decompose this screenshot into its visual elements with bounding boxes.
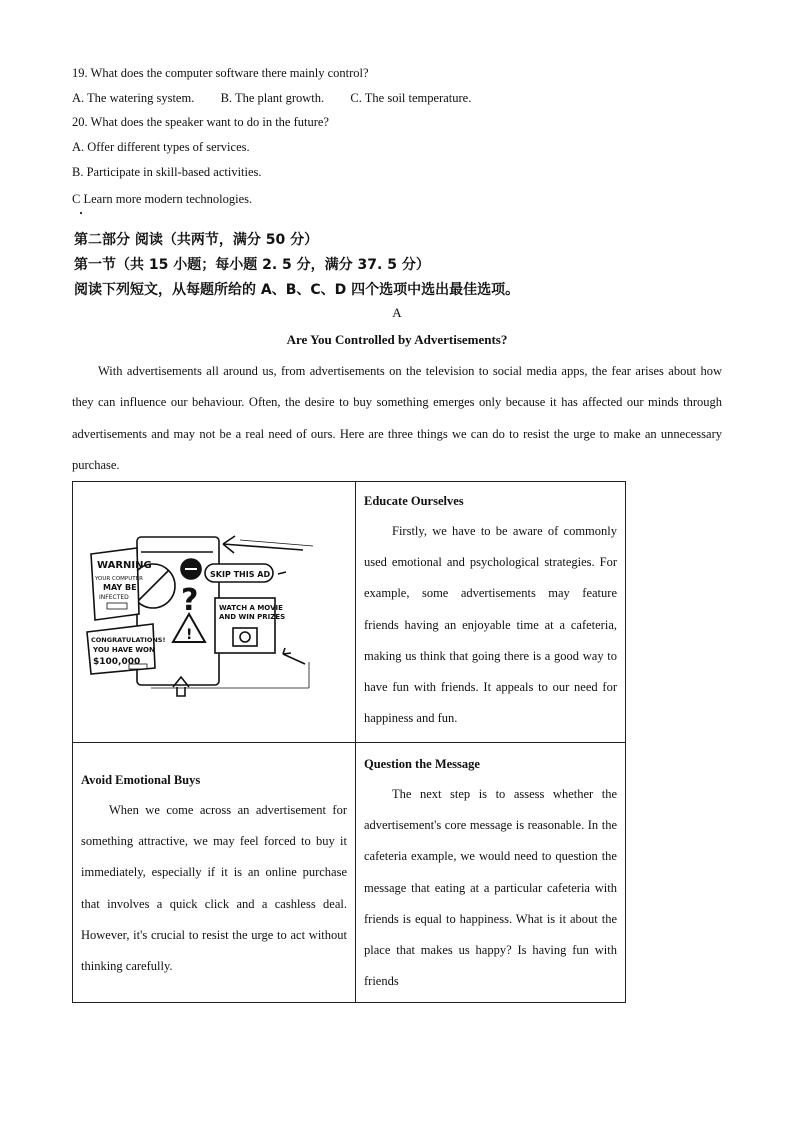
intro-paragraph	[72, 356, 722, 481]
warning-line2: MAY BE	[103, 583, 137, 592]
question-20: 20. What does the speaker want to do in the future?	[72, 115, 329, 129]
question-19: 19. What does the computer software there mainly control?	[72, 66, 369, 80]
congrats-title: CONGRATULATIONS!	[91, 636, 166, 644]
strategy-table	[72, 481, 626, 1003]
question-cell	[356, 743, 626, 1003]
educate-text: Firstly, we have to be aware of commonly used emotional and psychological strategies. For example, some advertisements may feature friends having an enjoyable time at a cafeteria, making us think that going there is a good way to have fun with friends. It appeals to our need for happiness and fun.	[364, 524, 617, 726]
passage-title: Are You Controlled by Advertisements?	[286, 332, 508, 347]
option-b: B. The plant growth.	[220, 91, 325, 105]
svg-text:!: !	[186, 627, 193, 643]
subsection-heading: 第一节（共 15 小题；每小题 2. 5 分，满分 37. 5 分）	[74, 257, 430, 273]
avoid-cell	[73, 743, 356, 1003]
stray-dot	[80, 212, 82, 214]
option-a: A. The watering system.	[72, 91, 195, 105]
question-title: Question the Message	[364, 757, 480, 771]
advertisement-illustration	[73, 482, 355, 742]
movie-line1: WATCH A MOVIE	[219, 604, 283, 612]
intro-text: With advertisements all around us, from advertisements on the television to social media apps, the fear arises about how they can influence our behaviour. Often, the desire to buy something emerges only because it has affected our minds through advertisements and may not be a real need of ours. Here are three things we can do to resist the urge to make an unnecessary purchase.	[72, 364, 722, 472]
svg-text:?: ?	[181, 583, 199, 618]
skip-ad-label: SKIP THIS AD	[210, 570, 271, 579]
question-20-option-b: B. Participate in skill-based activities.	[72, 165, 262, 179]
educate-cell	[356, 482, 626, 743]
question-20-option-a: A. Offer different types of services.	[72, 140, 250, 154]
congrats-line1: YOU HAVE WON	[93, 646, 155, 654]
avoid-text: When we come across an advertisement for something attractive, we may feel forced to buy it immediately, especially if it is an online purchase that involves a quick click and a cashless deal. However, it's crucial to resist the urge to act without thinking carefully.	[81, 803, 347, 974]
part-heading: 第二部分 阅读（共两节，满分 50 分）	[74, 232, 319, 248]
movie-line2: AND WIN PRIZES	[219, 613, 286, 621]
avoid-title: Avoid Emotional Buys	[81, 773, 201, 787]
question-20-option-c: C Learn more modern technologies.	[72, 192, 253, 206]
question-19-options	[72, 91, 471, 106]
option-c: C. The soil temperature.	[350, 91, 472, 105]
illustration-cell	[73, 482, 356, 743]
warning-line3: INFECTED	[99, 594, 129, 601]
passage-letter: A	[392, 305, 402, 320]
warning-title: WARNING	[97, 560, 152, 571]
congrats-amount: $100,000	[93, 657, 141, 667]
question-text: The next step is to assess whether the advertisement's core message is reasonable. In the cafeteria example, we would need to question the message that eating at a particular cafeteria with friends is equal to happiness. What is it about the place that makes us happy? Is having fun with friends	[364, 787, 617, 989]
educate-title: Educate Ourselves	[364, 494, 464, 508]
instruction: 阅读下列短文，从每题所给的 A、B、C、D 四个选项中选出最佳选项。	[74, 282, 520, 298]
warning-line1: YOUR COMPUTER	[95, 576, 143, 582]
